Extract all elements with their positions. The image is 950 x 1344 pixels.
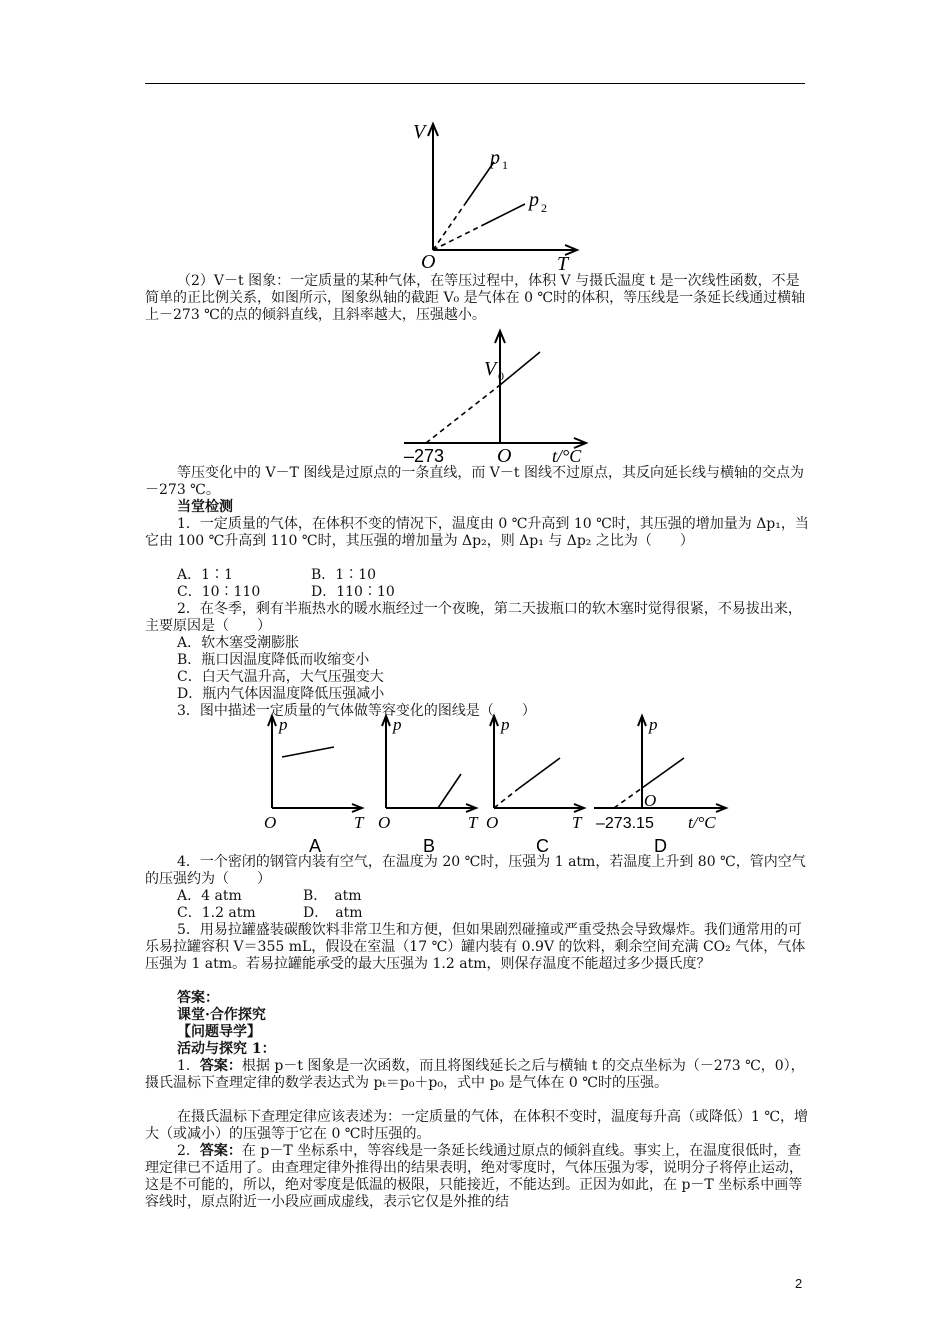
graph-a-p: p bbox=[279, 715, 288, 734]
graph-a-t: T bbox=[354, 813, 364, 832]
answer-2-text: 在 p－T 坐标系中，等容线是一条延长线通过原点的倾斜直线。事实上，在温度很低时，查理定律已不适用了。由查理定律外推得出的结果表明，绝对零度时，气体压强为零，说明分子将停止运动，这是不可能的，所以，绝对零度是低温的极限，只能接近，不能达到。正因为如此，在 p－T 坐标系中画等容线时，原点附近一小段应画成虚线，表示它仅是外推的结 bbox=[145, 1143, 803, 1210]
answer-1 bbox=[145, 1058, 810, 1092]
q2-opt-d: D．瓶内气体因温度降低压强减小 bbox=[177, 686, 385, 702]
graph-d-o: O bbox=[644, 791, 657, 810]
q4-opt-b: B． atm bbox=[303, 888, 362, 904]
answer-subheading: 【问题导学】 bbox=[177, 1024, 261, 1040]
graph-b-t: T bbox=[468, 813, 478, 832]
graph-c-p: p bbox=[501, 715, 510, 734]
graph-c-label: C bbox=[536, 836, 549, 856]
page-number: 2 bbox=[795, 1276, 803, 1291]
vt-isobar-graph bbox=[395, 118, 585, 278]
p1-label: p bbox=[490, 147, 500, 169]
answer-section: 课堂·合作探究 bbox=[177, 1007, 266, 1023]
axis-t-label: T bbox=[557, 253, 569, 275]
q3-graph-a bbox=[262, 712, 372, 857]
graph-b-p: p bbox=[393, 715, 402, 734]
q2-opt-b: B．瓶口因温度降低而收缩变小 bbox=[177, 652, 370, 668]
q4-opt-d: D． atm bbox=[303, 905, 363, 921]
answer-1b: 在摄氏温标下查理定律应该表述为：一定质量的气体，在体积不变时，温度每升高（或降低）1 ℃，增大（或减小）的压强等于它在 0 ℃时压强的。 bbox=[145, 1109, 809, 1142]
q3: 3．图中描述一定质量的气体做等容变化的图线是（ ） bbox=[177, 703, 536, 719]
graph-b-label: B bbox=[423, 836, 436, 856]
para-compare: 等压变化中的 V－T 图线是过原点的一条直线，而 V－t 图线不过原点，其反向延长线与横轴的交点为－273 ℃。 bbox=[145, 465, 804, 498]
answer-heading: 答案： bbox=[177, 990, 219, 1006]
answer-2 bbox=[145, 1143, 810, 1211]
p2-sub: 2 bbox=[541, 201, 547, 215]
answer-1-text: 根据 p－t 图象是一次函数，而且将图线延长之后与横轴 t 的交点坐标为（－273 ℃，0），摄氏温标下查理定律的数学表达式为 pₜ＝p₀＋p₀，式中 p₀ 是气体在 0 ℃时的压强。 bbox=[145, 1058, 805, 1091]
para-vt: （2）V－t 图象：一定质量的某种气体，在等压过程中，体积 V 与摄氏温度 t 是一次线性函数，不是简单的正比例关系，如图所示，图象纵轴的截距 V₀ 是气体在 0 ℃时的体积，等压线是一条延长线通过横轴上－273 ℃的点的倾斜直线，且斜率越大，压强越小。 bbox=[145, 273, 806, 323]
q3-graph-c bbox=[484, 712, 594, 857]
p2-label: p bbox=[529, 189, 539, 211]
origin-label: O bbox=[421, 251, 436, 273]
q2-opt-c: C．白天气温升高，大气压强变大 bbox=[177, 669, 384, 685]
graph-d-p: p bbox=[649, 715, 658, 734]
v0-label: V bbox=[484, 358, 497, 380]
q4-opt-a: A．4 atm bbox=[177, 888, 242, 904]
graph-c-o: O bbox=[486, 813, 499, 832]
graph-a-o: O bbox=[264, 813, 277, 832]
q4-opt-c: C．1.2 atm bbox=[177, 905, 256, 921]
q3-graph-d bbox=[592, 712, 752, 857]
origin2-label: O bbox=[497, 445, 512, 467]
q1-opt-a: A．1∶1 bbox=[177, 567, 233, 583]
activity-heading: 活动与探究 1： bbox=[177, 1041, 276, 1057]
answer-2-label: 答案： bbox=[199, 1143, 242, 1159]
graph-a-label: A bbox=[309, 836, 322, 856]
graph-d-neg: –273.15 bbox=[596, 815, 654, 832]
header-rule bbox=[145, 83, 805, 84]
q1-opt-c: C．10∶110 bbox=[177, 584, 261, 600]
graph-b-o: O bbox=[378, 813, 391, 832]
v0-sub: 0 bbox=[498, 369, 504, 383]
q1-opt-d: D．110∶10 bbox=[311, 584, 395, 600]
q4: 4．一个密闭的钢管内装有空气，在温度为 20 ℃时，压强为 1 atm，若温度上升到 80 ℃，管内空气的压强约为（ ） bbox=[145, 854, 806, 887]
answer-1-label: 答案： bbox=[199, 1058, 242, 1074]
tc-label: t/°C bbox=[552, 446, 582, 466]
q3-graph-b bbox=[376, 712, 486, 857]
q5: 5．用易拉罐盛装碳酸饮料非常卫生和方便，但如果剧烈碰撞或严重受热会导致爆炸。我们通常用的可乐易拉罐容积 V＝355 mL，假设在室温（17 ℃）罐内装有 0.9V 的饮料，剩余空间充满 CO₂ 气体，气体压强为 1 atm。若易拉罐能承受的最大压强为 1.2 atm，则保存温度不能超过多少摄氏度？ bbox=[145, 922, 806, 972]
answer-2-prefix: 2． bbox=[177, 1143, 200, 1159]
p1-sub: 1 bbox=[502, 158, 508, 172]
q2: 2．在冬季，剩有半瓶热水的暖水瓶经过一个夜晚，第二天拔瓶口的软木塞时觉得很紧，不易拔出来，主要原因是（ ） bbox=[145, 601, 802, 634]
q1: 1．一定质量的气体，在体积不变的情况下，温度由 0 ℃升高到 10 ℃时，其压强的增加量为 Δp₁，当它由 100 ℃升高到 110 ℃时，其压强的增加量为 Δp₂，则 Δp₁ 与 Δp₂ 之比为（ ） bbox=[145, 516, 809, 549]
q1-opt-b: B．1∶10 bbox=[311, 567, 377, 583]
q2-opt-a: A．软木塞受潮膨胀 bbox=[177, 635, 300, 651]
answer-1-prefix: 1． bbox=[177, 1058, 200, 1074]
section-title: 当堂检测 bbox=[177, 499, 233, 515]
graph-d-label: D bbox=[654, 836, 667, 856]
graph-d-tc: t/°C bbox=[688, 813, 716, 832]
neg273-label: –273 bbox=[404, 446, 445, 466]
vt-celsius-graph bbox=[400, 325, 600, 470]
axis-v-label: V bbox=[413, 121, 426, 143]
graph-c-t: T bbox=[572, 813, 582, 832]
